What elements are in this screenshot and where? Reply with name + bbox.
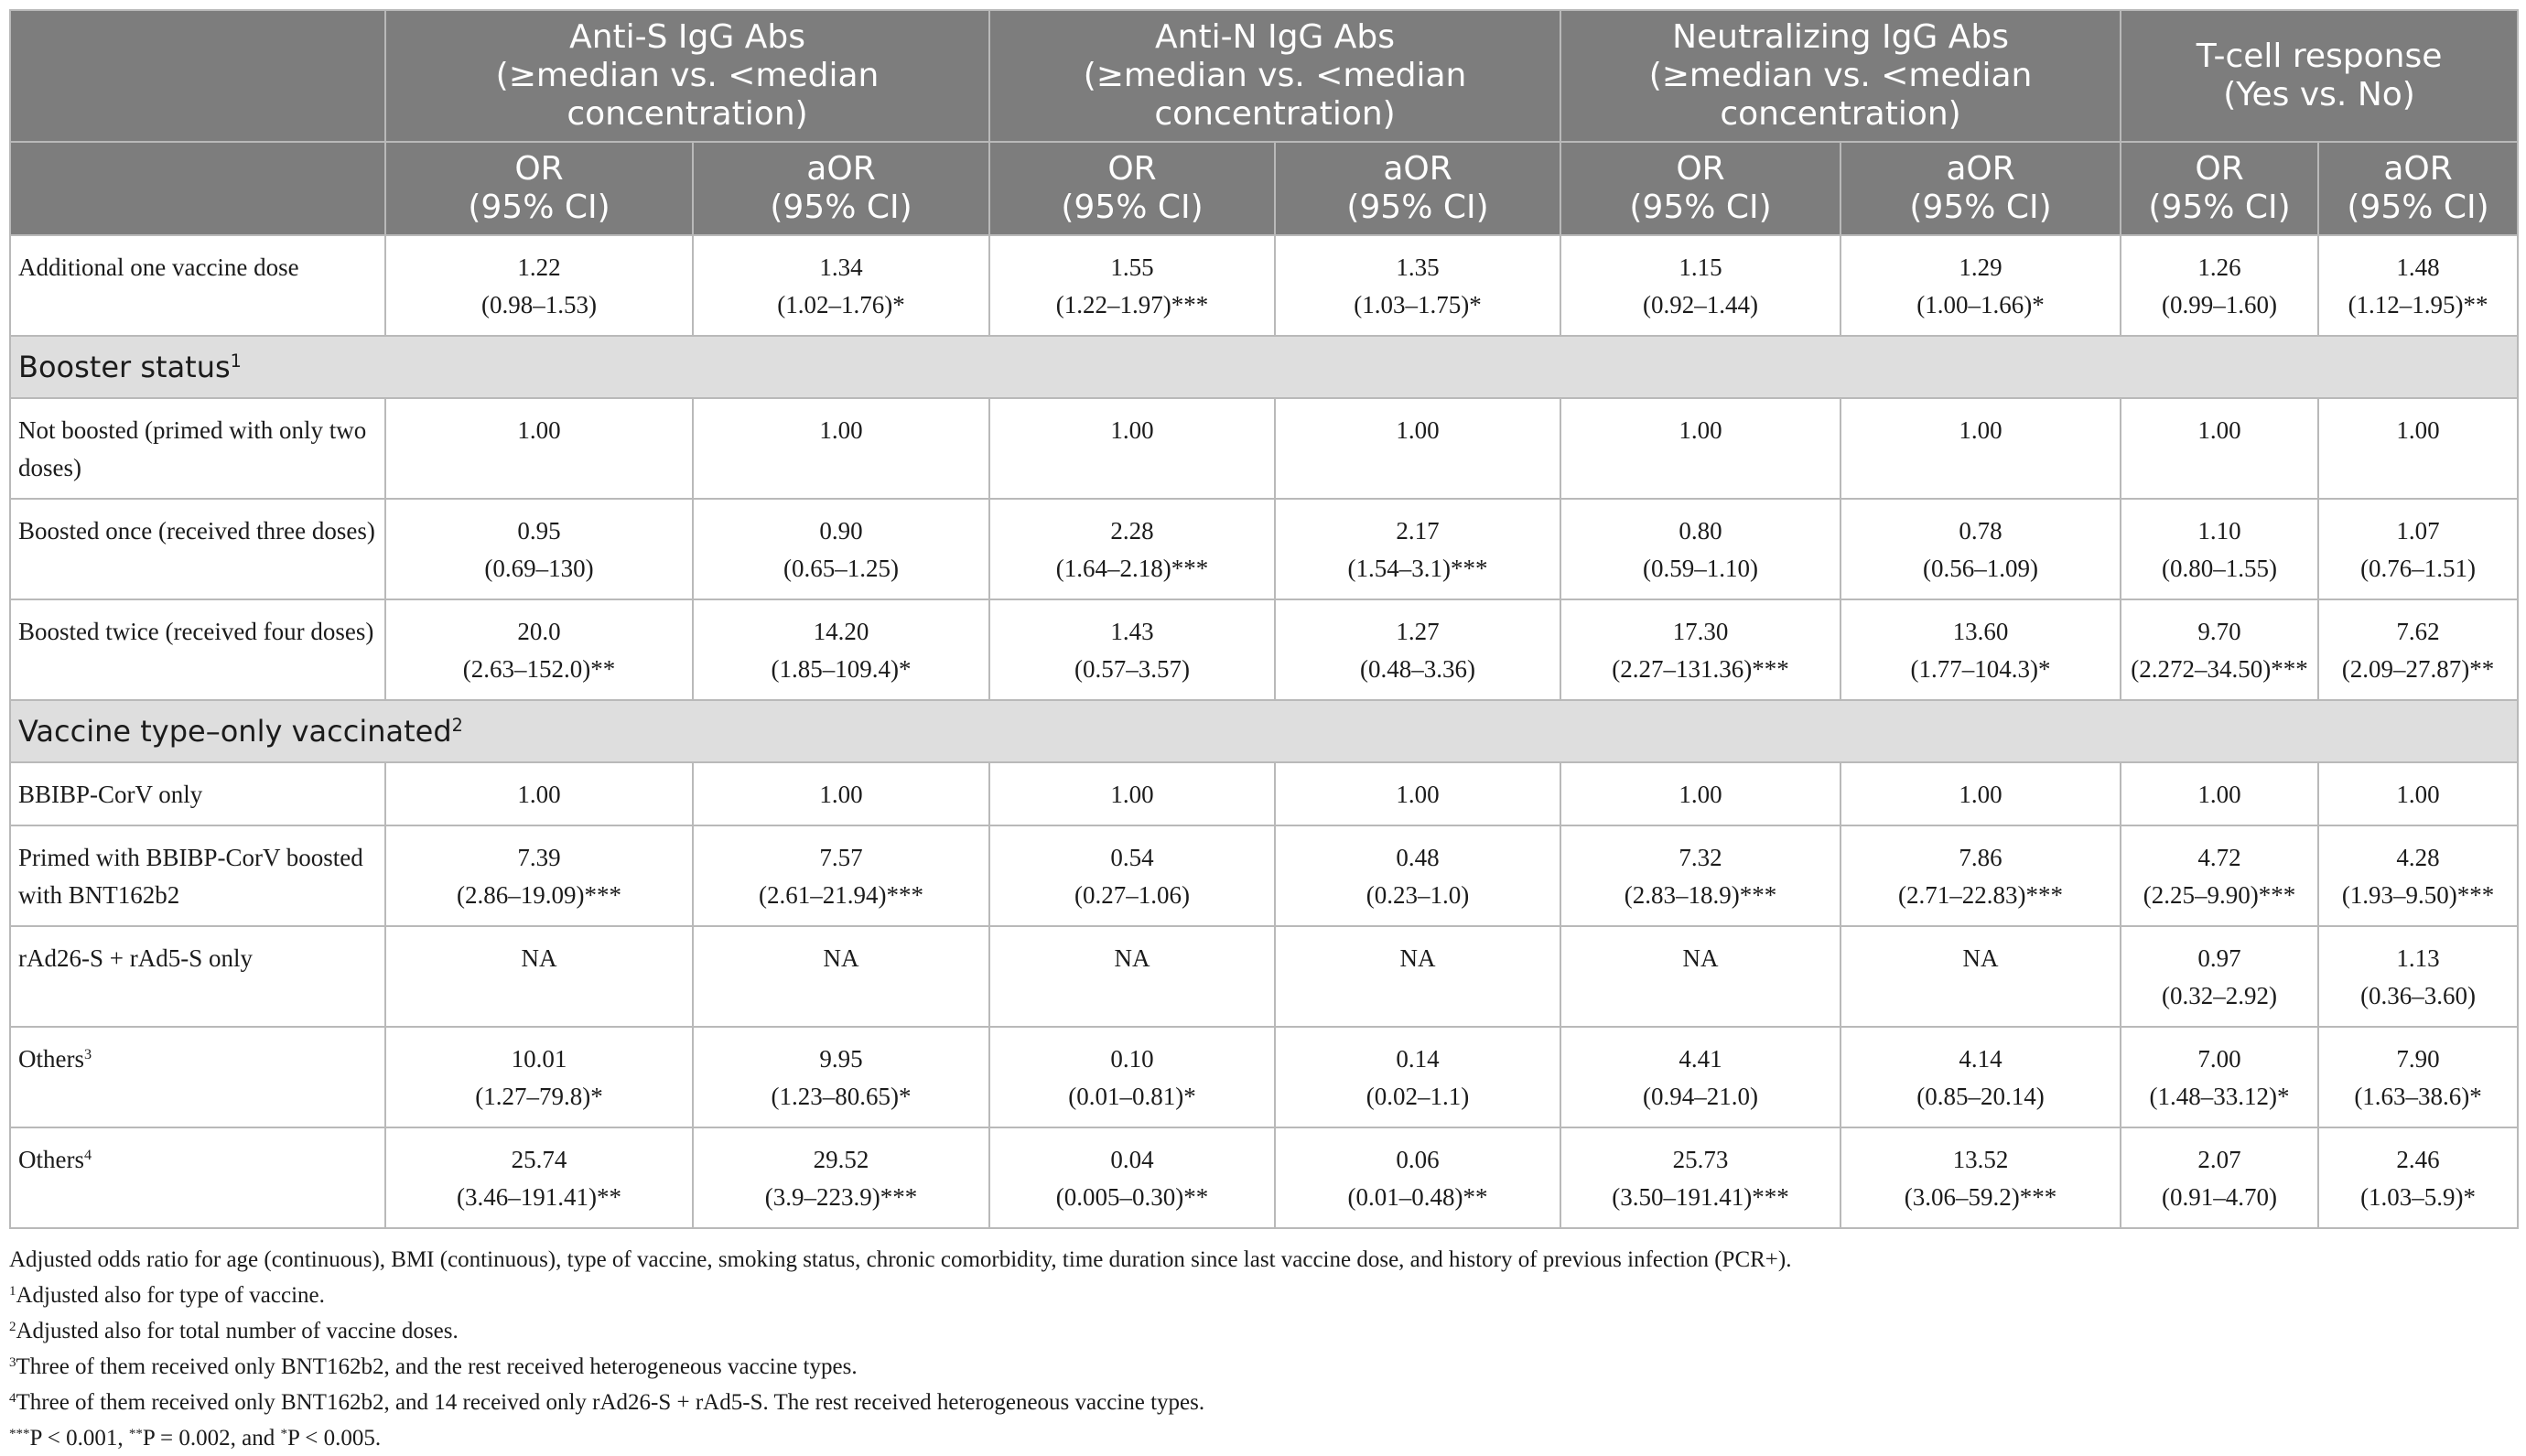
- ci-value: (0.01–0.81)*: [1068, 1083, 1196, 1110]
- or-value: 0.04: [1110, 1146, 1154, 1173]
- value-cell: [1275, 825, 1560, 926]
- table-row: [10, 926, 2518, 1027]
- ci-value: (0.92–1.44): [1643, 291, 1759, 318]
- value-cell: [1560, 499, 1841, 599]
- ci-value: (0.98–1.53): [481, 291, 597, 318]
- or-value: NA: [1399, 944, 1436, 972]
- ci-value: (0.80–1.55): [2162, 555, 2278, 582]
- value-cell: [2121, 926, 2318, 1027]
- ci-value: (1.77–104.3)*: [1910, 655, 2051, 683]
- header-sub-cell: aOR (95% CI): [693, 142, 989, 235]
- ci-value: (1.12–1.95)**: [2348, 291, 2488, 318]
- or-value: 9.95: [819, 1045, 863, 1073]
- ci-value: (1.23–80.65)*: [771, 1083, 912, 1110]
- ci-value: (2.86–19.09)***: [457, 881, 621, 909]
- results-table-figure: [9, 9, 2517, 1456]
- value-cell: [2121, 599, 2318, 700]
- ci-value: (1.64–2.18)***: [1055, 555, 1209, 582]
- value-cell: [1275, 599, 1560, 700]
- or-value: 7.62: [2396, 618, 2440, 645]
- value-cell: [1275, 398, 1560, 499]
- or-value: 1.00: [1959, 416, 2002, 444]
- value-cell: [2121, 398, 2318, 499]
- odds-ratio-table: [9, 9, 2519, 1229]
- or-value: 2.46: [2396, 1146, 2440, 1173]
- or-value: 1.35: [1396, 253, 1440, 281]
- ci-value: (0.48–3.36): [1360, 655, 1476, 683]
- or-value: 1.00: [2396, 781, 2440, 808]
- ci-value: (2.61–21.94)***: [759, 881, 923, 909]
- value-cell: [1560, 926, 1841, 1027]
- or-value: 7.90: [2396, 1045, 2440, 1073]
- ci-value: (1.48–33.12)*: [2149, 1083, 2290, 1110]
- header-sub-cell: OR (95% CI): [385, 142, 693, 235]
- row-label: Others$^3$: [10, 1027, 385, 1127]
- ci-value: (2.09–27.87)**: [2341, 655, 2495, 683]
- ci-value: (1.54–3.1)***: [1347, 555, 1488, 582]
- ci-value: (3.9–223.9)***: [764, 1183, 918, 1211]
- value-cell: [2121, 825, 2318, 926]
- row-label: Primed with BBIBP-CorV boosted with BNT162b2: [10, 825, 385, 926]
- row-label: rAd26-S + rAd5-S only: [10, 926, 385, 1027]
- or-value: 4.28: [2396, 844, 2440, 871]
- or-value: 1.00: [1959, 781, 2002, 808]
- value-cell: [1560, 398, 1841, 499]
- section-label: Booster status$^1$: [10, 336, 2518, 398]
- value-cell: [1841, 825, 2121, 926]
- or-value: 1.00: [1396, 416, 1440, 444]
- ci-value: (2.27–131.36)***: [1612, 655, 1789, 683]
- value-cell: [989, 1127, 1275, 1228]
- ci-value: (0.85–20.14): [1916, 1083, 2045, 1110]
- footnote-4: $^4$Three of them received only BNT162b2, and 14 received only rAd26-S + rAd5-S. The rest received heterogeneous vaccine types.: [9, 1390, 1205, 1415]
- value-cell: [385, 825, 693, 926]
- or-value: 20.0: [517, 618, 561, 645]
- value-cell: [693, 825, 989, 926]
- row-label: Not boosted (primed with only two doses): [10, 398, 385, 499]
- ci-value: (1.03–1.75)*: [1354, 291, 1482, 318]
- value-cell: [1560, 1027, 1841, 1127]
- or-value: 1.00: [1679, 416, 1722, 444]
- ci-value: (0.01–0.48)**: [1347, 1183, 1488, 1211]
- or-value: 13.60: [1952, 618, 2009, 645]
- header-sub-cell: OR (95% CI): [989, 142, 1275, 235]
- footnote-1: $^1$Adjusted also for type of vaccine.: [9, 1283, 325, 1308]
- value-cell: [693, 762, 989, 825]
- value-cell: [2318, 235, 2518, 336]
- ci-value: (0.91–4.70): [2162, 1183, 2278, 1211]
- ci-value: (0.57–3.57): [1074, 655, 1190, 683]
- table-row: [10, 235, 2518, 336]
- row-label: Boosted twice (received four doses): [10, 599, 385, 700]
- or-value: 7.39: [517, 844, 561, 871]
- value-cell: [385, 398, 693, 499]
- value-cell: [989, 762, 1275, 825]
- value-cell: [693, 235, 989, 336]
- value-cell: [2318, 825, 2518, 926]
- value-cell: [1841, 926, 2121, 1027]
- value-cell: [2318, 926, 2518, 1027]
- value-cell: [1275, 762, 1560, 825]
- value-cell: [693, 499, 989, 599]
- or-value: 17.30: [1672, 618, 1729, 645]
- or-value: 7.00: [2197, 1045, 2241, 1073]
- table-row: [10, 825, 2518, 926]
- or-value: 0.06: [1396, 1146, 1440, 1173]
- value-cell: [2121, 1027, 2318, 1127]
- table-footnotes: [9, 1242, 2517, 1456]
- ci-value: (3.06–59.2)***: [1904, 1183, 2057, 1211]
- value-cell: [1841, 599, 2121, 700]
- ci-value: (0.99–1.60): [2162, 291, 2278, 318]
- or-value: 0.54: [1110, 844, 1154, 871]
- value-cell: [2121, 762, 2318, 825]
- or-value: 1.00: [2197, 416, 2241, 444]
- or-value: 1.55: [1110, 253, 1154, 281]
- or-value: 1.00: [1679, 781, 1722, 808]
- or-value: 1.07: [2396, 517, 2440, 545]
- header-corner: [10, 10, 385, 142]
- or-value: 4.72: [2197, 844, 2241, 871]
- header-row-groups: [10, 10, 2518, 142]
- or-value: 1.00: [1110, 416, 1154, 444]
- value-cell: [989, 235, 1275, 336]
- ci-value: (1.85–109.4)*: [771, 655, 912, 683]
- value-cell: [1841, 762, 2121, 825]
- ci-value: (0.23–1.0): [1366, 881, 1470, 909]
- row-label: BBIBP-CorV only: [10, 762, 385, 825]
- or-value: 0.97: [2197, 944, 2241, 972]
- or-value: 1.00: [819, 781, 863, 808]
- section-label: Vaccine type–only vaccinated$^2$: [10, 700, 2518, 762]
- row-label: Boosted once (received three doses): [10, 499, 385, 599]
- value-cell: [1275, 499, 1560, 599]
- header-sub-cell: aOR (95% CI): [2318, 142, 2518, 235]
- table-row: [10, 599, 2518, 700]
- or-value: 0.95: [517, 517, 561, 545]
- value-cell: [693, 1027, 989, 1127]
- header-corner-sub: [10, 142, 385, 235]
- or-value: 1.43: [1110, 618, 1154, 645]
- header-anti-n: Anti-N IgG Abs (≥median vs. <median concentration): [989, 10, 1560, 142]
- value-cell: [1841, 1027, 2121, 1127]
- or-value: NA: [1682, 944, 1719, 972]
- or-value: 2.28: [1110, 517, 1154, 545]
- or-value: 1.00: [2396, 416, 2440, 444]
- footnote-3: $^3$Three of them received only BNT162b2, and the rest received heterogeneous vaccine types.: [9, 1354, 858, 1379]
- ci-value: (1.22–1.97)***: [1055, 291, 1209, 318]
- or-value: 10.01: [511, 1045, 567, 1073]
- value-cell: [989, 398, 1275, 499]
- header-sub-cell: OR (95% CI): [1560, 142, 1841, 235]
- table-row: [10, 1127, 2518, 1228]
- value-cell: [693, 398, 989, 499]
- ci-value: (0.94–21.0): [1643, 1083, 1759, 1110]
- value-cell: [1275, 926, 1560, 1027]
- value-cell: [2318, 762, 2518, 825]
- value-cell: [385, 1027, 693, 1127]
- or-value: 1.00: [2197, 781, 2241, 808]
- value-cell: [385, 1127, 693, 1228]
- or-value: 1.48: [2396, 253, 2440, 281]
- or-value: NA: [823, 944, 859, 972]
- or-value: 2.17: [1396, 517, 1440, 545]
- or-value: 1.00: [819, 416, 863, 444]
- or-value: 0.14: [1396, 1045, 1440, 1073]
- value-cell: [693, 599, 989, 700]
- section-row-vaccine-type: [10, 700, 2518, 762]
- ci-value: (0.32–2.92): [2162, 982, 2278, 1009]
- ci-value: (1.03–5.9)*: [2360, 1183, 2477, 1211]
- or-value: 0.78: [1959, 517, 2002, 545]
- value-cell: [693, 926, 989, 1027]
- header-t-cell: T-cell response (Yes vs. No): [2121, 10, 2518, 142]
- or-value: 1.00: [517, 781, 561, 808]
- ci-value: (2.83–18.9)***: [1624, 881, 1777, 909]
- or-value: 7.32: [1679, 844, 1722, 871]
- or-value: 1.27: [1396, 618, 1440, 645]
- ci-value: (1.00–1.66)*: [1916, 291, 2045, 318]
- value-cell: [2318, 1027, 2518, 1127]
- value-cell: [1841, 398, 2121, 499]
- ci-value: (1.63–38.6)*: [2354, 1083, 2482, 1110]
- footnote-p-values: ***P < 0.001, **P = 0.002, and *P < 0.005.: [9, 1426, 382, 1451]
- ci-value: (1.27–79.8)*: [475, 1083, 603, 1110]
- value-cell: [2318, 1127, 2518, 1228]
- value-cell: [1560, 1127, 1841, 1228]
- value-cell: [1560, 762, 1841, 825]
- or-value: 1.10: [2197, 517, 2241, 545]
- or-value: NA: [1962, 944, 1999, 972]
- ci-value: (3.46–191.41)**: [457, 1183, 621, 1211]
- ci-value: (0.59–1.10): [1643, 555, 1759, 582]
- value-cell: [385, 235, 693, 336]
- table-row: [10, 1027, 2518, 1127]
- or-value: 14.20: [813, 618, 869, 645]
- or-value: 1.34: [819, 253, 863, 281]
- or-value: 7.86: [1959, 844, 2002, 871]
- or-value: 7.57: [819, 844, 863, 871]
- value-cell: [1275, 1027, 1560, 1127]
- or-value: 0.80: [1679, 517, 1722, 545]
- or-value: 29.52: [813, 1146, 869, 1173]
- value-cell: [693, 1127, 989, 1228]
- footnote-main: Adjusted odds ratio for age (continuous), BMI (continuous), type of vaccine, smoking status, chronic comorbidity, time duration since last vaccine dose, and history of previous infection (PCR+).: [9, 1247, 1792, 1272]
- header-row-measures: [10, 142, 2518, 235]
- or-value: 0.90: [819, 517, 863, 545]
- ci-value: (0.27–1.06): [1074, 881, 1190, 909]
- or-value: 4.14: [1959, 1045, 2002, 1073]
- row-label: Others$^4$: [10, 1127, 385, 1228]
- ci-value: (2.63–152.0)**: [462, 655, 616, 683]
- value-cell: [2318, 499, 2518, 599]
- table-row: [10, 398, 2518, 499]
- row-label: Additional one vaccine dose: [10, 235, 385, 336]
- ci-value: (2.25–9.90)***: [2143, 881, 2296, 909]
- value-cell: [2121, 499, 2318, 599]
- value-cell: [1275, 1127, 1560, 1228]
- value-cell: [1841, 1127, 2121, 1228]
- or-value: 25.73: [1672, 1146, 1729, 1173]
- section-row-booster: [10, 336, 2518, 398]
- value-cell: [385, 499, 693, 599]
- or-value: 1.00: [1110, 781, 1154, 808]
- or-value: 25.74: [511, 1146, 567, 1173]
- ci-value: (2.272–34.50)***: [2131, 655, 2308, 683]
- value-cell: [989, 499, 1275, 599]
- or-value: 13.52: [1952, 1146, 2009, 1173]
- value-cell: [1275, 235, 1560, 336]
- value-cell: [1560, 235, 1841, 336]
- ci-value: (3.50–191.41)***: [1612, 1183, 1789, 1211]
- header-sub-cell: aOR (95% CI): [1841, 142, 2121, 235]
- or-value: 1.29: [1959, 253, 2002, 281]
- value-cell: [2121, 1127, 2318, 1228]
- ci-value: (1.02–1.76)*: [777, 291, 905, 318]
- or-value: 0.48: [1396, 844, 1440, 871]
- value-cell: [2121, 235, 2318, 336]
- value-cell: [989, 599, 1275, 700]
- or-value: 0.10: [1110, 1045, 1154, 1073]
- ci-value: (0.36–3.60): [2360, 982, 2477, 1009]
- or-value: 1.13: [2396, 944, 2440, 972]
- or-value: 1.00: [517, 416, 561, 444]
- value-cell: [1841, 235, 2121, 336]
- ci-value: (0.69–130): [484, 555, 594, 582]
- or-value: 1.15: [1679, 253, 1722, 281]
- ci-value: (0.56–1.09): [1923, 555, 2039, 582]
- value-cell: [385, 599, 693, 700]
- header-anti-s: Anti-S IgG Abs (≥median vs. <median concentration): [385, 10, 989, 142]
- value-cell: [385, 926, 693, 1027]
- ci-value: (2.71–22.83)***: [1898, 881, 2064, 909]
- value-cell: [1560, 825, 1841, 926]
- value-cell: [2318, 599, 2518, 700]
- ci-value: (0.65–1.25): [783, 555, 899, 582]
- table-row: [10, 762, 2518, 825]
- value-cell: [989, 825, 1275, 926]
- ci-value: (0.76–1.51): [2360, 555, 2477, 582]
- or-value: NA: [521, 944, 557, 972]
- value-cell: [1841, 499, 2121, 599]
- header-neutralizing: Neutralizing IgG Abs (≥median vs. <median concentration): [1560, 10, 2121, 142]
- ci-value: (0.005–0.30)**: [1055, 1183, 1209, 1211]
- value-cell: [1560, 599, 1841, 700]
- or-value: 1.22: [517, 253, 561, 281]
- header-sub-cell: aOR (95% CI): [1275, 142, 1560, 235]
- or-value: 1.26: [2197, 253, 2241, 281]
- ci-value: (1.93–9.50)***: [2341, 881, 2495, 909]
- or-value: 1.00: [1396, 781, 1440, 808]
- value-cell: [989, 1027, 1275, 1127]
- or-value: 9.70: [2197, 618, 2241, 645]
- or-value: 2.07: [2197, 1146, 2241, 1173]
- value-cell: [385, 762, 693, 825]
- ci-value: (0.02–1.1): [1366, 1083, 1470, 1110]
- footnote-2: $^2$Adjusted also for total number of vaccine doses.: [9, 1319, 459, 1343]
- table-row: [10, 499, 2518, 599]
- header-sub-cell: OR (95% CI): [2121, 142, 2318, 235]
- or-value: 4.41: [1679, 1045, 1722, 1073]
- value-cell: [2318, 398, 2518, 499]
- or-value: NA: [1114, 944, 1150, 972]
- value-cell: [989, 926, 1275, 1027]
